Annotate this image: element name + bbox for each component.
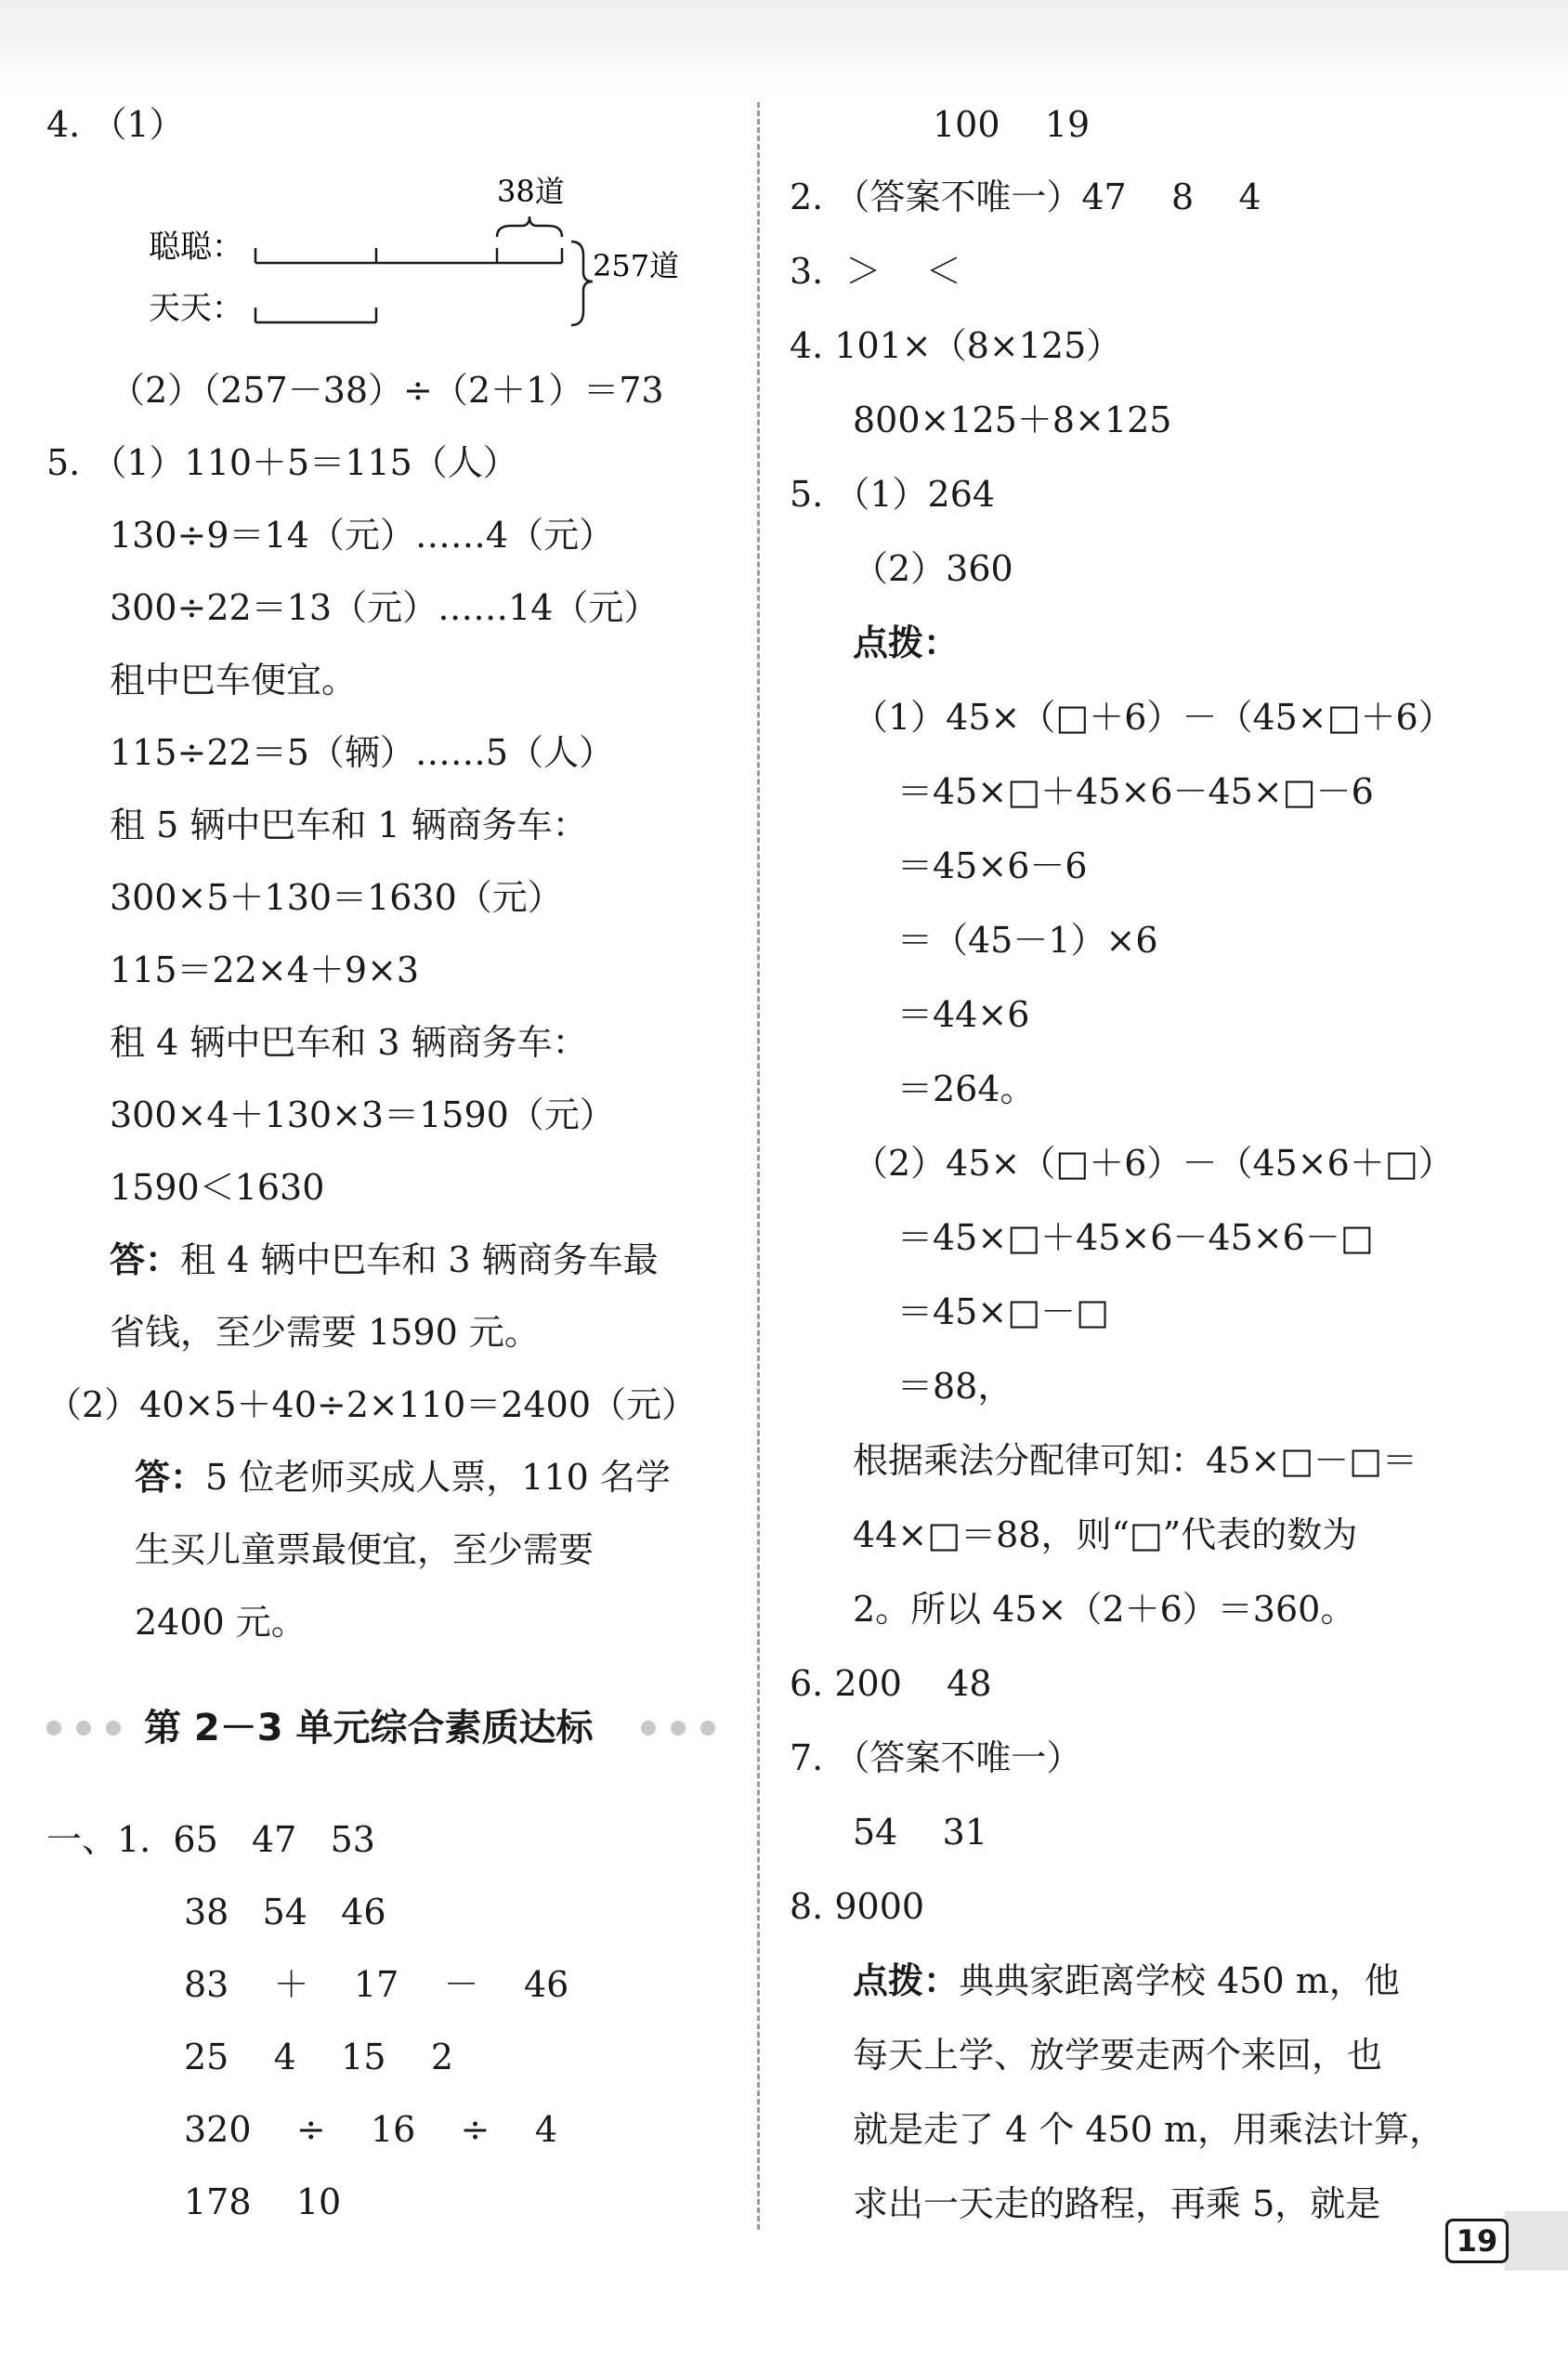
q5-2-answer-line2: 生买儿童票最便宜，至少需要 xyxy=(135,1529,595,1570)
dot-icon xyxy=(700,1721,715,1736)
q5-2-answer-line3: 2400 元。 xyxy=(135,1602,307,1643)
line-segment-diagram xyxy=(139,172,715,358)
q5-answer-line2: 省钱，至少需要 1590 元。 xyxy=(110,1312,540,1353)
r-line2: 2. （答案不唯一）47 8 4 xyxy=(790,177,1261,217)
s1-line2: 38 54 46 xyxy=(184,1892,386,1932)
q5-line4: 租中巴车便宜。 xyxy=(110,660,358,701)
s1-line1: 一、1. 65 47 53 xyxy=(46,1819,375,1860)
q5-line11: 1590＜1630 xyxy=(110,1167,325,1208)
page-number: 19 xyxy=(1445,2219,1509,2263)
tian-segment xyxy=(255,308,376,322)
cong-segment xyxy=(255,248,562,263)
hint-label: 点拨： xyxy=(853,1959,960,2001)
r-line15: （2）45×（□＋6）－（45×6＋□） xyxy=(853,1143,1454,1184)
r-line13: ＝44×6 xyxy=(897,994,1030,1035)
r-line20: 44×□＝88，则“□”代表的数为 xyxy=(853,1514,1358,1555)
q5-answer-line1: 答：租 4 辆中巴车和 3 辆商务车最 xyxy=(110,1238,659,1280)
r-line3: 3. ＞ ＜ xyxy=(790,251,961,292)
r-line6: 5. （1）264 xyxy=(790,474,996,515)
label-tian: 天天： xyxy=(149,290,243,327)
answer-label: 答： xyxy=(110,1238,181,1280)
s1-line4: 25 4 15 2 xyxy=(184,2037,454,2077)
r-line9: （1）45×（□＋6）－（45×□＋6） xyxy=(853,697,1454,738)
q5-part2: （2）40×5＋40÷2×110＝2400（元） xyxy=(46,1384,697,1425)
s1-line5: 320 ÷ 16 ÷ 4 xyxy=(184,2109,558,2150)
brace-257 xyxy=(571,242,593,325)
r-line23: 7. （答案不唯一） xyxy=(790,1737,1082,1778)
page-tab xyxy=(1505,2211,1568,2271)
section-title: 第 2－3 单元综合素质达标 xyxy=(144,1707,594,1749)
label-cong: 聪聪： xyxy=(149,229,243,266)
r-line5: 800×125＋8×125 xyxy=(853,400,1172,440)
dot-icon xyxy=(76,1721,91,1736)
q5-line5: 115÷22＝5（辆）……5（人） xyxy=(110,732,615,773)
dot-icon xyxy=(46,1721,61,1736)
r-line17: ＝45×□－□ xyxy=(897,1291,1110,1332)
dot-icon xyxy=(106,1721,121,1736)
r-line22: 6. 200 48 xyxy=(790,1663,992,1704)
r-line7: （2）360 xyxy=(853,548,1013,589)
label-38: 38道 xyxy=(497,174,565,209)
r-line11: ＝45×6－6 xyxy=(897,845,1088,886)
q5-line2: 130÷9＝14（元）……4（元） xyxy=(110,515,615,556)
section-header xyxy=(37,1700,734,1756)
q5-line7: 300×5＋130＝1630（元） xyxy=(110,877,563,918)
r-line14: ＝264。 xyxy=(897,1068,1036,1109)
q5-2-answer-line1: 答：5 位老师买成人票，110 名学 xyxy=(135,1456,671,1498)
r-line26: 点拨：典典家距离学校 450 m，他 xyxy=(853,1959,1400,2001)
answer-label: 答： xyxy=(135,1456,206,1498)
r-line25: 8. 9000 xyxy=(790,1886,925,1927)
r-line16: ＝45×□＋45×6－45×6－□ xyxy=(897,1217,1374,1258)
label-257: 257道 xyxy=(593,248,680,283)
dot-icon xyxy=(641,1721,656,1736)
q5-line6: 租 5 辆中巴车和 1 辆商务车： xyxy=(110,805,588,845)
s1-line3: 83 ＋ 17 － 46 xyxy=(184,1964,569,2005)
dot-icon xyxy=(671,1721,686,1736)
r-line24: 54 31 xyxy=(853,1812,988,1853)
hint-label: 点拨： xyxy=(853,622,960,663)
q5-line9: 租 4 辆中巴车和 3 辆商务车： xyxy=(110,1022,588,1063)
r-line21: 2。所以 45×（2＋6）＝360。 xyxy=(853,1589,1356,1630)
q5-line8: 115＝22×4＋9×3 xyxy=(110,950,420,990)
r-line28: 就是走了 4 个 450 m，用乘法计算， xyxy=(853,2109,1445,2150)
q4-part2: （2）（257－38）÷（2＋1）＝73 xyxy=(110,370,664,411)
column-divider xyxy=(757,102,760,2230)
q5-part1: 5. （1）110＋5＝115（人） xyxy=(46,442,518,483)
r-line27: 每天上学、放学要走两个来回，也 xyxy=(853,2035,1383,2076)
top-band xyxy=(0,0,1568,93)
brace-38 xyxy=(497,216,562,237)
q5-line3: 300÷22＝13（元）……14（元） xyxy=(110,587,660,628)
r-line10: ＝45×□＋45×6－45×□－6 xyxy=(897,771,1374,812)
q5-line10: 300×4＋130×3＝1590（元） xyxy=(110,1094,615,1135)
q4-heading: 4. （1） xyxy=(46,104,185,145)
r-line18: ＝88， xyxy=(897,1366,1013,1407)
r-line1: 100 19 xyxy=(933,104,1091,145)
r-line12: ＝（45－1）×6 xyxy=(897,920,1158,961)
r-line19: 根据乘法分配律可知：45×□－□＝ xyxy=(853,1440,1418,1481)
s1-line6: 178 10 xyxy=(184,2181,342,2222)
r-line4: 4. 101×（8×125） xyxy=(790,325,1122,366)
r-line29: 求出一天走的路程，再乘 5，就是 xyxy=(853,2183,1381,2224)
